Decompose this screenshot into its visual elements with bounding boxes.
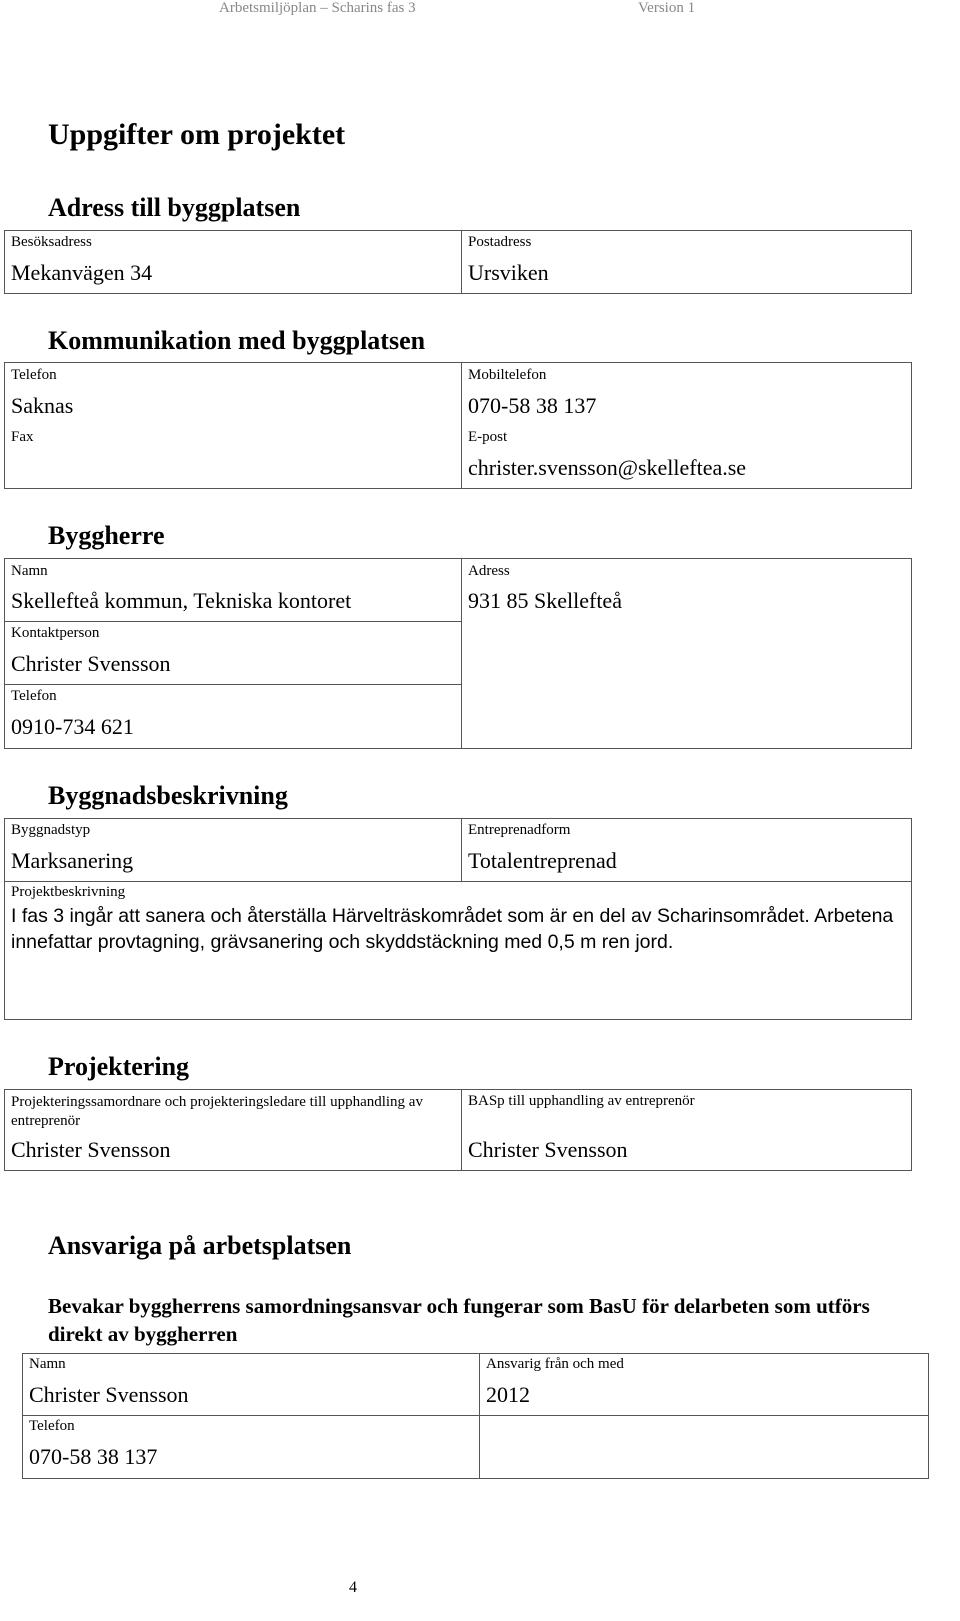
basp-value: Christer Svensson xyxy=(468,1137,628,1162)
page-title: Uppgifter om projektet xyxy=(48,118,346,151)
communication-heading: Kommunikation med byggplatsen xyxy=(48,326,426,355)
builder-address-value: 931 85 Skellefteå xyxy=(468,588,622,613)
email-value: christer.svensson@skelleftea.se xyxy=(468,455,747,480)
responsible-name-value: Christer Svensson xyxy=(29,1382,189,1407)
building-type-value: Marksanering xyxy=(11,848,134,873)
contact-person-value: Christer Svensson xyxy=(11,651,171,676)
responsible-subheading: Bevakar byggherrens samordningsansvar och fungerar som BasU för delarbeten som utförs direkt av byggherren xyxy=(48,1294,870,1346)
communication-table xyxy=(4,362,912,489)
document-header-title: Arbetsmiljöplan – Scharins fas 3 xyxy=(219,0,416,16)
mobile-label: Mobiltelefon xyxy=(468,367,547,383)
builder-heading: Byggherre xyxy=(48,521,165,550)
communication-divider xyxy=(461,362,462,489)
building-row-divider xyxy=(4,881,912,882)
document-version: Version 1 xyxy=(638,0,696,16)
page-number: 4 xyxy=(349,1579,357,1596)
responsible-from-value: 2012 xyxy=(486,1382,530,1407)
builder-address-label: Adress xyxy=(468,563,510,579)
mobile-value: 070-58 38 137 xyxy=(468,393,597,418)
responsible-table xyxy=(22,1353,929,1479)
email-label: E-post xyxy=(468,429,508,445)
address-divider xyxy=(461,230,462,294)
responsible-from-label: Ansvarig från och med xyxy=(486,1356,624,1372)
builder-name-label: Namn xyxy=(11,563,48,579)
design-heading: Projektering xyxy=(48,1052,190,1081)
contract-form-value: Totalentreprenad xyxy=(468,848,617,873)
responsible-phone-value: 070-58 38 137 xyxy=(29,1444,158,1469)
contract-form-label: Entreprenadform xyxy=(468,822,571,838)
phone-value: Saknas xyxy=(11,393,74,418)
responsible-divider xyxy=(479,1353,480,1479)
contact-person-label: Kontaktperson xyxy=(11,625,100,641)
building-divider xyxy=(461,818,462,881)
visit-address-label: Besöksadress xyxy=(11,234,92,250)
builder-row-divider-2 xyxy=(4,684,461,685)
design-coordinator-label: Projekteringssamordnare och projekteringsledare till upphandling av entreprenör xyxy=(11,1094,423,1129)
builder-phone-value: 0910-734 621 xyxy=(11,714,134,739)
phone-label: Telefon xyxy=(11,367,57,383)
responsible-phone-label: Telefon xyxy=(29,1418,75,1434)
responsible-name-label: Namn xyxy=(29,1356,66,1372)
visit-address-value: Mekanvägen 34 xyxy=(11,260,153,285)
design-coordinator-value: Christer Svensson xyxy=(11,1137,171,1162)
builder-row-divider-1 xyxy=(4,621,461,622)
builder-phone-label: Telefon xyxy=(11,688,57,704)
basp-label: BASp till upphandling av entreprenör xyxy=(468,1093,695,1109)
design-divider xyxy=(461,1089,462,1171)
responsible-heading: Ansvariga på arbetsplatsen xyxy=(48,1231,352,1260)
project-description-label: Projektbeskrivning xyxy=(11,884,126,900)
building-heading: Byggnadsbeskrivning xyxy=(48,781,288,810)
postal-address-value: Ursviken xyxy=(468,260,549,285)
address-heading: Adress till byggplatsen xyxy=(48,193,301,222)
responsible-row-divider xyxy=(22,1415,929,1416)
postal-address-label: Postadress xyxy=(468,234,532,250)
fax-label: Fax xyxy=(11,429,34,445)
builder-name-value: Skellefteå kommun, Tekniska kontoret xyxy=(11,588,352,613)
builder-divider xyxy=(461,558,462,749)
building-type-label: Byggnadstyp xyxy=(11,822,91,838)
project-description-text: I fas 3 ingår att sanera och återställa Härvelträskområdet som är en del av Scharinsområdet. Arbetena innefattar provtagning, grävsanering och skyddstäckning med 0,5 m ren jord. xyxy=(11,905,894,953)
